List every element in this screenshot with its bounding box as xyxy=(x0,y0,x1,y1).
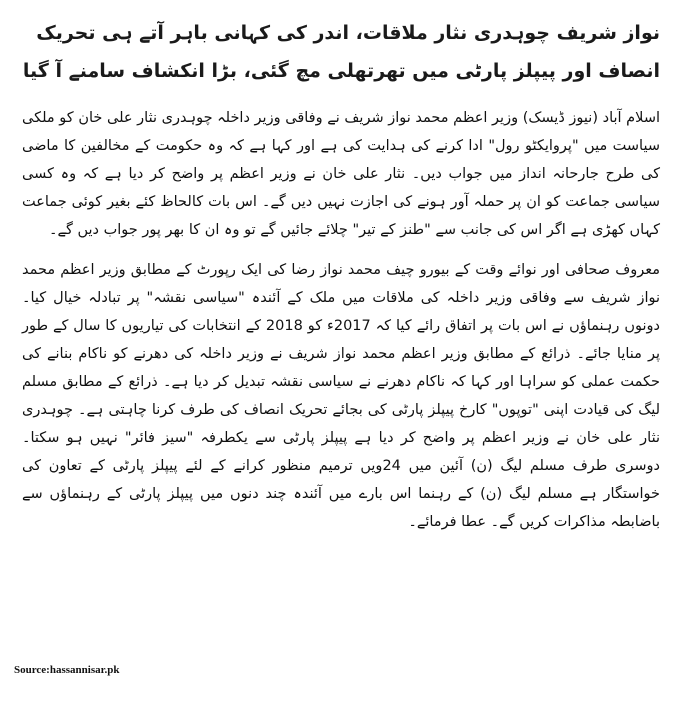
article-paragraph-1: اسلام آباد (نیوز ڈیسک) وزیر اعظم محمد نواز شریف نے وفاقی وزیر داخلہ چوہدری نثار علی خان کو ملکی سیاست میں "پروایکٹو رول" ادا کرنے کی ہدایت کی ہے اور کہا ہے کہ وہ حکومت کے مخالفین کا ماضی کی طرح جارحانہ انداز میں جواب دیں۔ نثار علی خان نے وزیر اعظم پر واضح کر دیا ہے کہ وہ کسی سیاسی جماعت کو ان پر حملہ آور ہونے کی اجازت نہیں دیں گے۔ اس بات کالحاظ کئے بغیر کوئی جماعت کہاں کھڑی ہے اگر اس کی جانب سے "طنز کے تیر" چلائے جائیں گے تو وہ ان کا بھر پور جواب دیں گے۔ xyxy=(22,110,660,238)
source-credit: Source:hassannisar.pk xyxy=(14,664,120,676)
article-paragraph-2: معروف صحافی اور نوائے وقت کے بیورو چیف محمد نواز رضا کی ایک رپورٹ کے مطابق وزیر اعظم محمد نواز شریف سے وفاقی وزیر داخلہ کی ملاقات میں ملک کے آئندہ "سیاسی نقشہ" پر تبادلہ خیال کیا۔ دونوں رہنماؤں نے اس بات پر اتفاق رائے کیا کہ 2017ء کو 2018 کے انتخابات کی تیاریوں کا سال کے طور پر منایا جائے۔ ذرائع کے مطابق وزیر اعظم محمد نواز شریف نے وزیر داخلہ کی دھرنے کو ناکام بنانے کی حکمت عملی کو سراہا اور کہا کہ ناکام دھرنے نے سیاسی نقشہ تبدیل کر دیا ہے۔ ذرائع کے مطابق مسلم لیگ کی قیادت اپنی "توپوں" کارخ پیپلز پارٹی کی بجائے تحریک انصاف کی طرف کرنا چاہتی ہے۔ چوہدری نثار علی خان نے وزیر اعظم پر واضح کر دیا ہے پیپلز پارٹی سے یکطرفہ "سیز فائر" نہیں ہو سکتا۔ دوسری طرف مسلم لیگ (ن) آئین میں 24ویں ترمیم منظور کرانے کے لئے پیپلز پارٹی کے تعاون کی خواستگار ہے مسلم لیگ (ن) کے رہنما اس بارے میں آئندہ چند دنوں میں پیپلز پارٹی کے رہنماؤں سے باضابطہ مذاکرات کریں گے۔ عطا فرمائے۔ xyxy=(22,262,660,530)
article-headline: نواز شریف چوہدری نثار ملاقات، اندر کی کہانی باہر آتے ہی تحریک انصاف اور پیپلز پارٹی میں تھرتھلی مچ گئی، بڑا انکشاف سامنے آ گیا xyxy=(22,22,660,82)
